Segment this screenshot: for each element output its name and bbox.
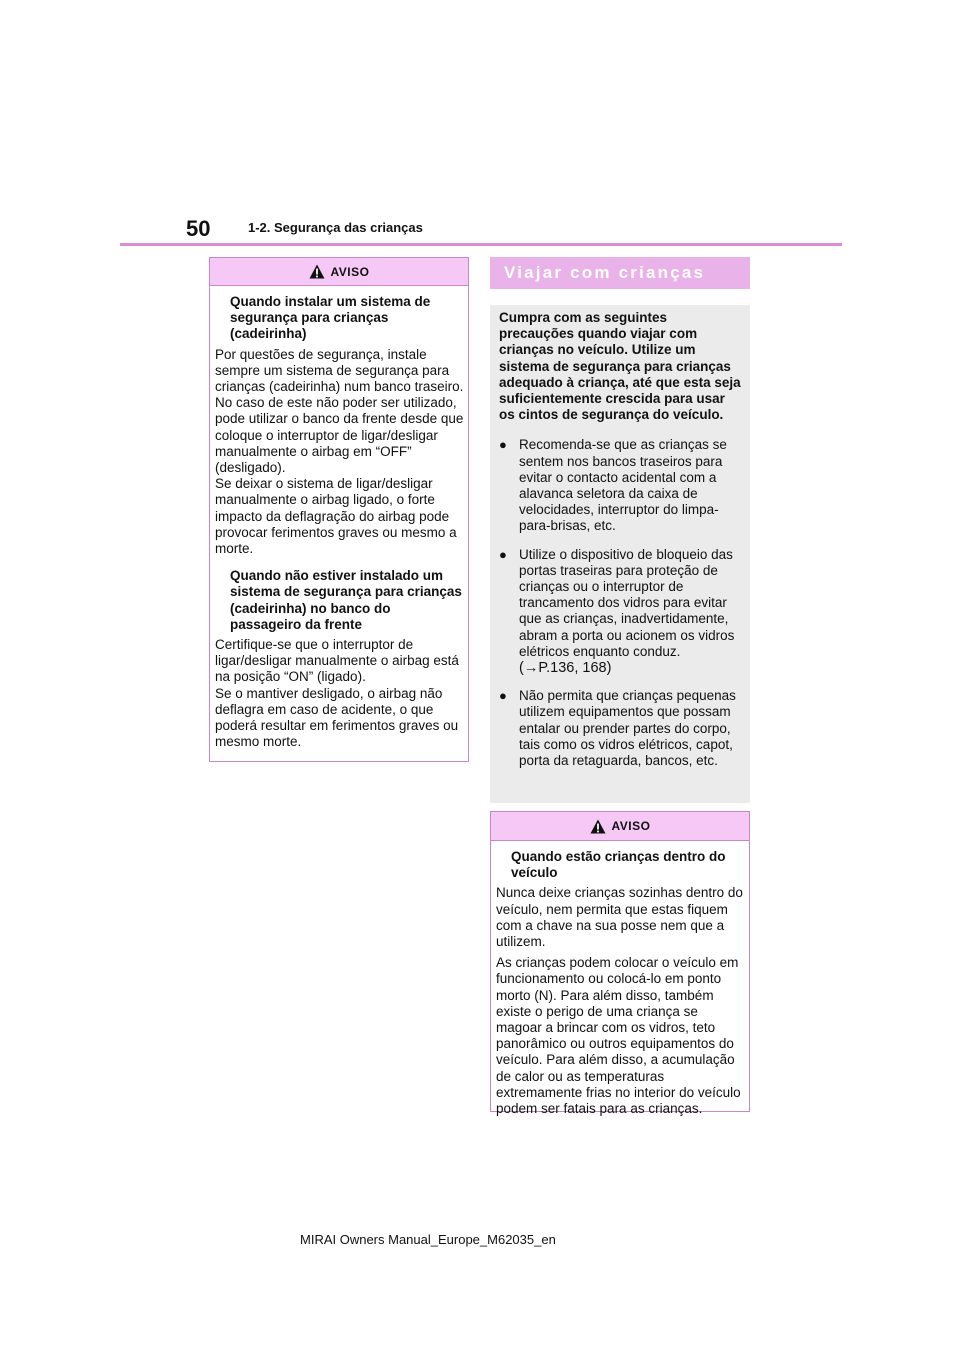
- header-rule: [120, 243, 842, 246]
- list-item: [499, 437, 742, 534]
- warning-subheading: Quando não estiver instalado um sistema de segurança para crianças (cadeirinha) no banco do passageiro da frente: [230, 568, 462, 632]
- list-item: [499, 547, 742, 677]
- warning-label: AVISO: [611, 819, 651, 833]
- warning-triangle-icon: [590, 819, 606, 834]
- warning-header: [491, 812, 749, 841]
- warning-body: [210, 286, 468, 763]
- warning-header: [210, 258, 468, 286]
- list-item-text: Recomenda-se que as crianças se sentem nos bancos traseiros para evitar o contacto acidental com a alavanca seletora da caixa de velocidades, interruptor do limpa-para-brisas, etc.: [519, 437, 727, 534]
- list-item-body: Utilize o dispositivo de bloqueio das portas traseiras para proteção de crianças ou o interruptor de trancamento dos vidros para evitar que as crianças, inadvertidamente, abram a porta ou acionem os vidros elétricos enquanto conduz.: [519, 546, 735, 659]
- warning-paragraph: Se deixar o sistema de ligar/desligar manualmente o airbag ligado, o forte impacto da deflagração do airbag pode provocar ferimentos graves ou mesmo a morte.: [215, 476, 457, 557]
- section-header-travel: [490, 257, 750, 289]
- warning-paragraph: Nunca deixe crianças sozinhas dentro do veículo, nem permita que estas fiquem com a chave na sua posse nem que a utilizem.: [496, 885, 743, 950]
- warning-paragraph: Por questões de segurança, instale sempre um sistema de segurança para crianças (cadeirinha) num banco traseiro. No caso de este não poder ser utilizado, pode utilizar o banco da frente desde que coloque o interruptor de ligar/desligar manualmente o airbag em “OFF” (desligado).: [215, 346, 464, 476]
- bullet-icon: ●: [499, 546, 507, 562]
- list-item-text: [519, 547, 742, 677]
- page-reference-link[interactable]: (→P.136, 168): [519, 660, 612, 677]
- warning-paragraph: Se o mantiver desligado, o airbag não deflagra em caso de acidente, o que poderá resultar em ferimentos graves ou mesmo morte.: [215, 685, 459, 750]
- warning-subheading: Quando estão crianças dentro do veículo: [511, 849, 726, 881]
- warning-triangle-icon: [309, 264, 325, 279]
- info-box: [490, 305, 750, 803]
- list-item-text: Não permita que crianças pequenas utilizem equipamentos que possam entalar ou prender partes do corpo, tais como os vidros elétricos, capot, porta da retaguarda, bancos, etc.: [519, 688, 736, 769]
- section-header-title: Viajar com crianças: [504, 263, 706, 282]
- warning-box-left: [209, 257, 469, 762]
- warning-box-right: [490, 811, 750, 1117]
- warning-paragraph: Certifique-se que o interruptor de ligar/desligar manualmente o airbag está na posição “ON” (ligado).: [215, 637, 459, 685]
- list-item: [499, 688, 742, 769]
- info-intro: Cumpra com as seguintes precauções quando viajar com crianças no veículo. Utilize um sistema de segurança para crianças adequado à criança, até que esta seja suficientemente crescida para usar os cintos de segurança do veículo.: [499, 310, 741, 423]
- bullet-icon: ●: [499, 437, 507, 453]
- section-title: 1-2. Segurança das crianças: [248, 220, 423, 235]
- page-number: 50: [186, 216, 211, 241]
- bullet-icon: ●: [499, 688, 507, 704]
- warning-body: [491, 841, 749, 1130]
- footer-text: MIRAI Owners Manual_Europe_M62035_en: [300, 1232, 556, 1247]
- warning-paragraph: As crianças podem colocar o veículo em funcionamento ou colocá-lo em ponto morto (N). Para além disso, também existe o perigo de uma criança se magoar a brincar com os vidros, teto panorâmico ou outros equipamentos do veículo. Para além disso, a acumulação de calor ou as temperaturas extremamente frias no interior do veículo podem ser fatais para as crianças.: [496, 955, 741, 1117]
- warning-label: AVISO: [330, 264, 370, 279]
- warning-subheading: Quando instalar um sistema de segurança para crianças (cadeirinha): [230, 294, 431, 342]
